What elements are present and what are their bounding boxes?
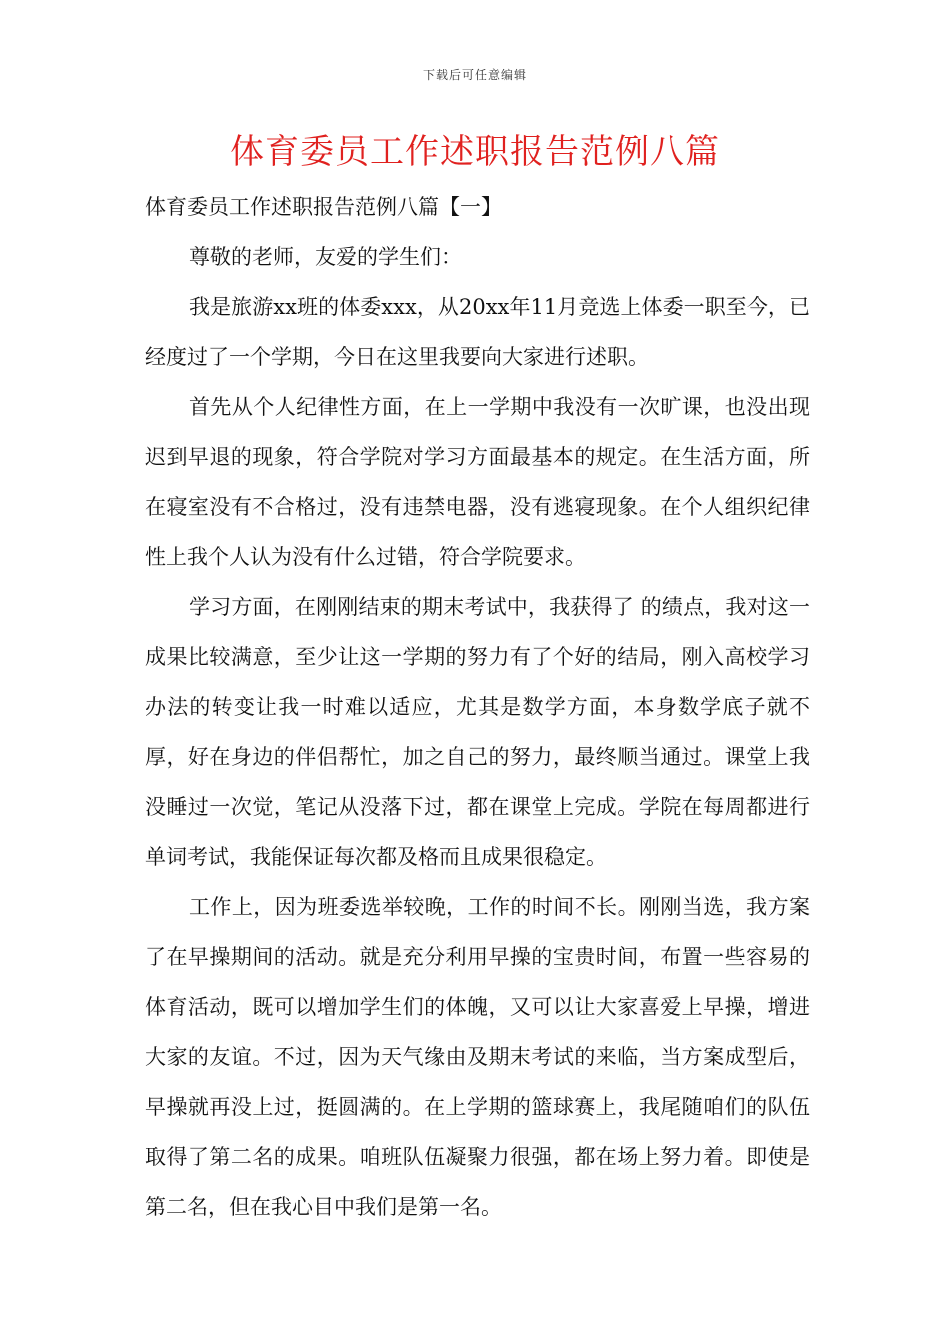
paragraph: 工作上，因为班委选举较晚，工作的时间不长。刚刚当选，我方案了在早操期间的活动。就是充分利用早操的宝贵时间，布置一些容易的体育活动，既可以增加学生们的体魄，又可以让大家喜爱上早操，增进大家的友谊。不过，因为天气缘由及期末考试的来临，当方案成型后，早操就再没上过，挺圆满的。在上学期的篮球赛上，我尾随咱们的队伍取得了第二名的成果。咱班队伍凝聚力很强，都在场上努力着。即使是第二名，但在我心目中我们是第一名。 <box>145 895 810 1219</box>
section-heading: 体育委员工作述职报告范例八篇【一】 <box>145 195 502 219</box>
document-body <box>145 182 810 1232</box>
header-note: 下载后可任意编辑 <box>422 68 527 82</box>
salutation: 尊敬的老师，友爱的学生们： <box>189 245 462 269</box>
paragraph: 学习方面，在刚刚结束的期末考试中，我获得了 的绩点，我对这一成果比较满意，至少让这一学期的努力有了个好的结局，刚入高校学习办法的转变让我一时难以适应，尤其是数学方面，本身数学底子就不厚，好在身边的伴侣帮忙，加之自己的努力，最终顺当通过。课堂上我没睡过一次觉，笔记从没落下过，都在课堂上完成。学院在每周都进行单词考试，我能保证每次都及格而且成果很稳定。 <box>145 595 810 869</box>
paragraph: 首先从个人纪律性方面，在上一学期中我没有一次旷课，也没出现迟到早退的现象，符合学院对学习方面最基本的规定。在生活方面，所在寝室没有不合格过，没有违禁电器，没有逃寝现象。在个人组织纪律性上我个人认为没有什么过错，符合学院要求。 <box>145 395 810 569</box>
paragraph: 我是旅游xx班的体委xxx，从20xx年11月竞选上体委一职至今，已经度过了一个学期，今日在这里我要向大家进行述职。 <box>145 295 810 369</box>
document-title: 体育委员工作述职报告范例八篇 <box>230 132 720 172</box>
